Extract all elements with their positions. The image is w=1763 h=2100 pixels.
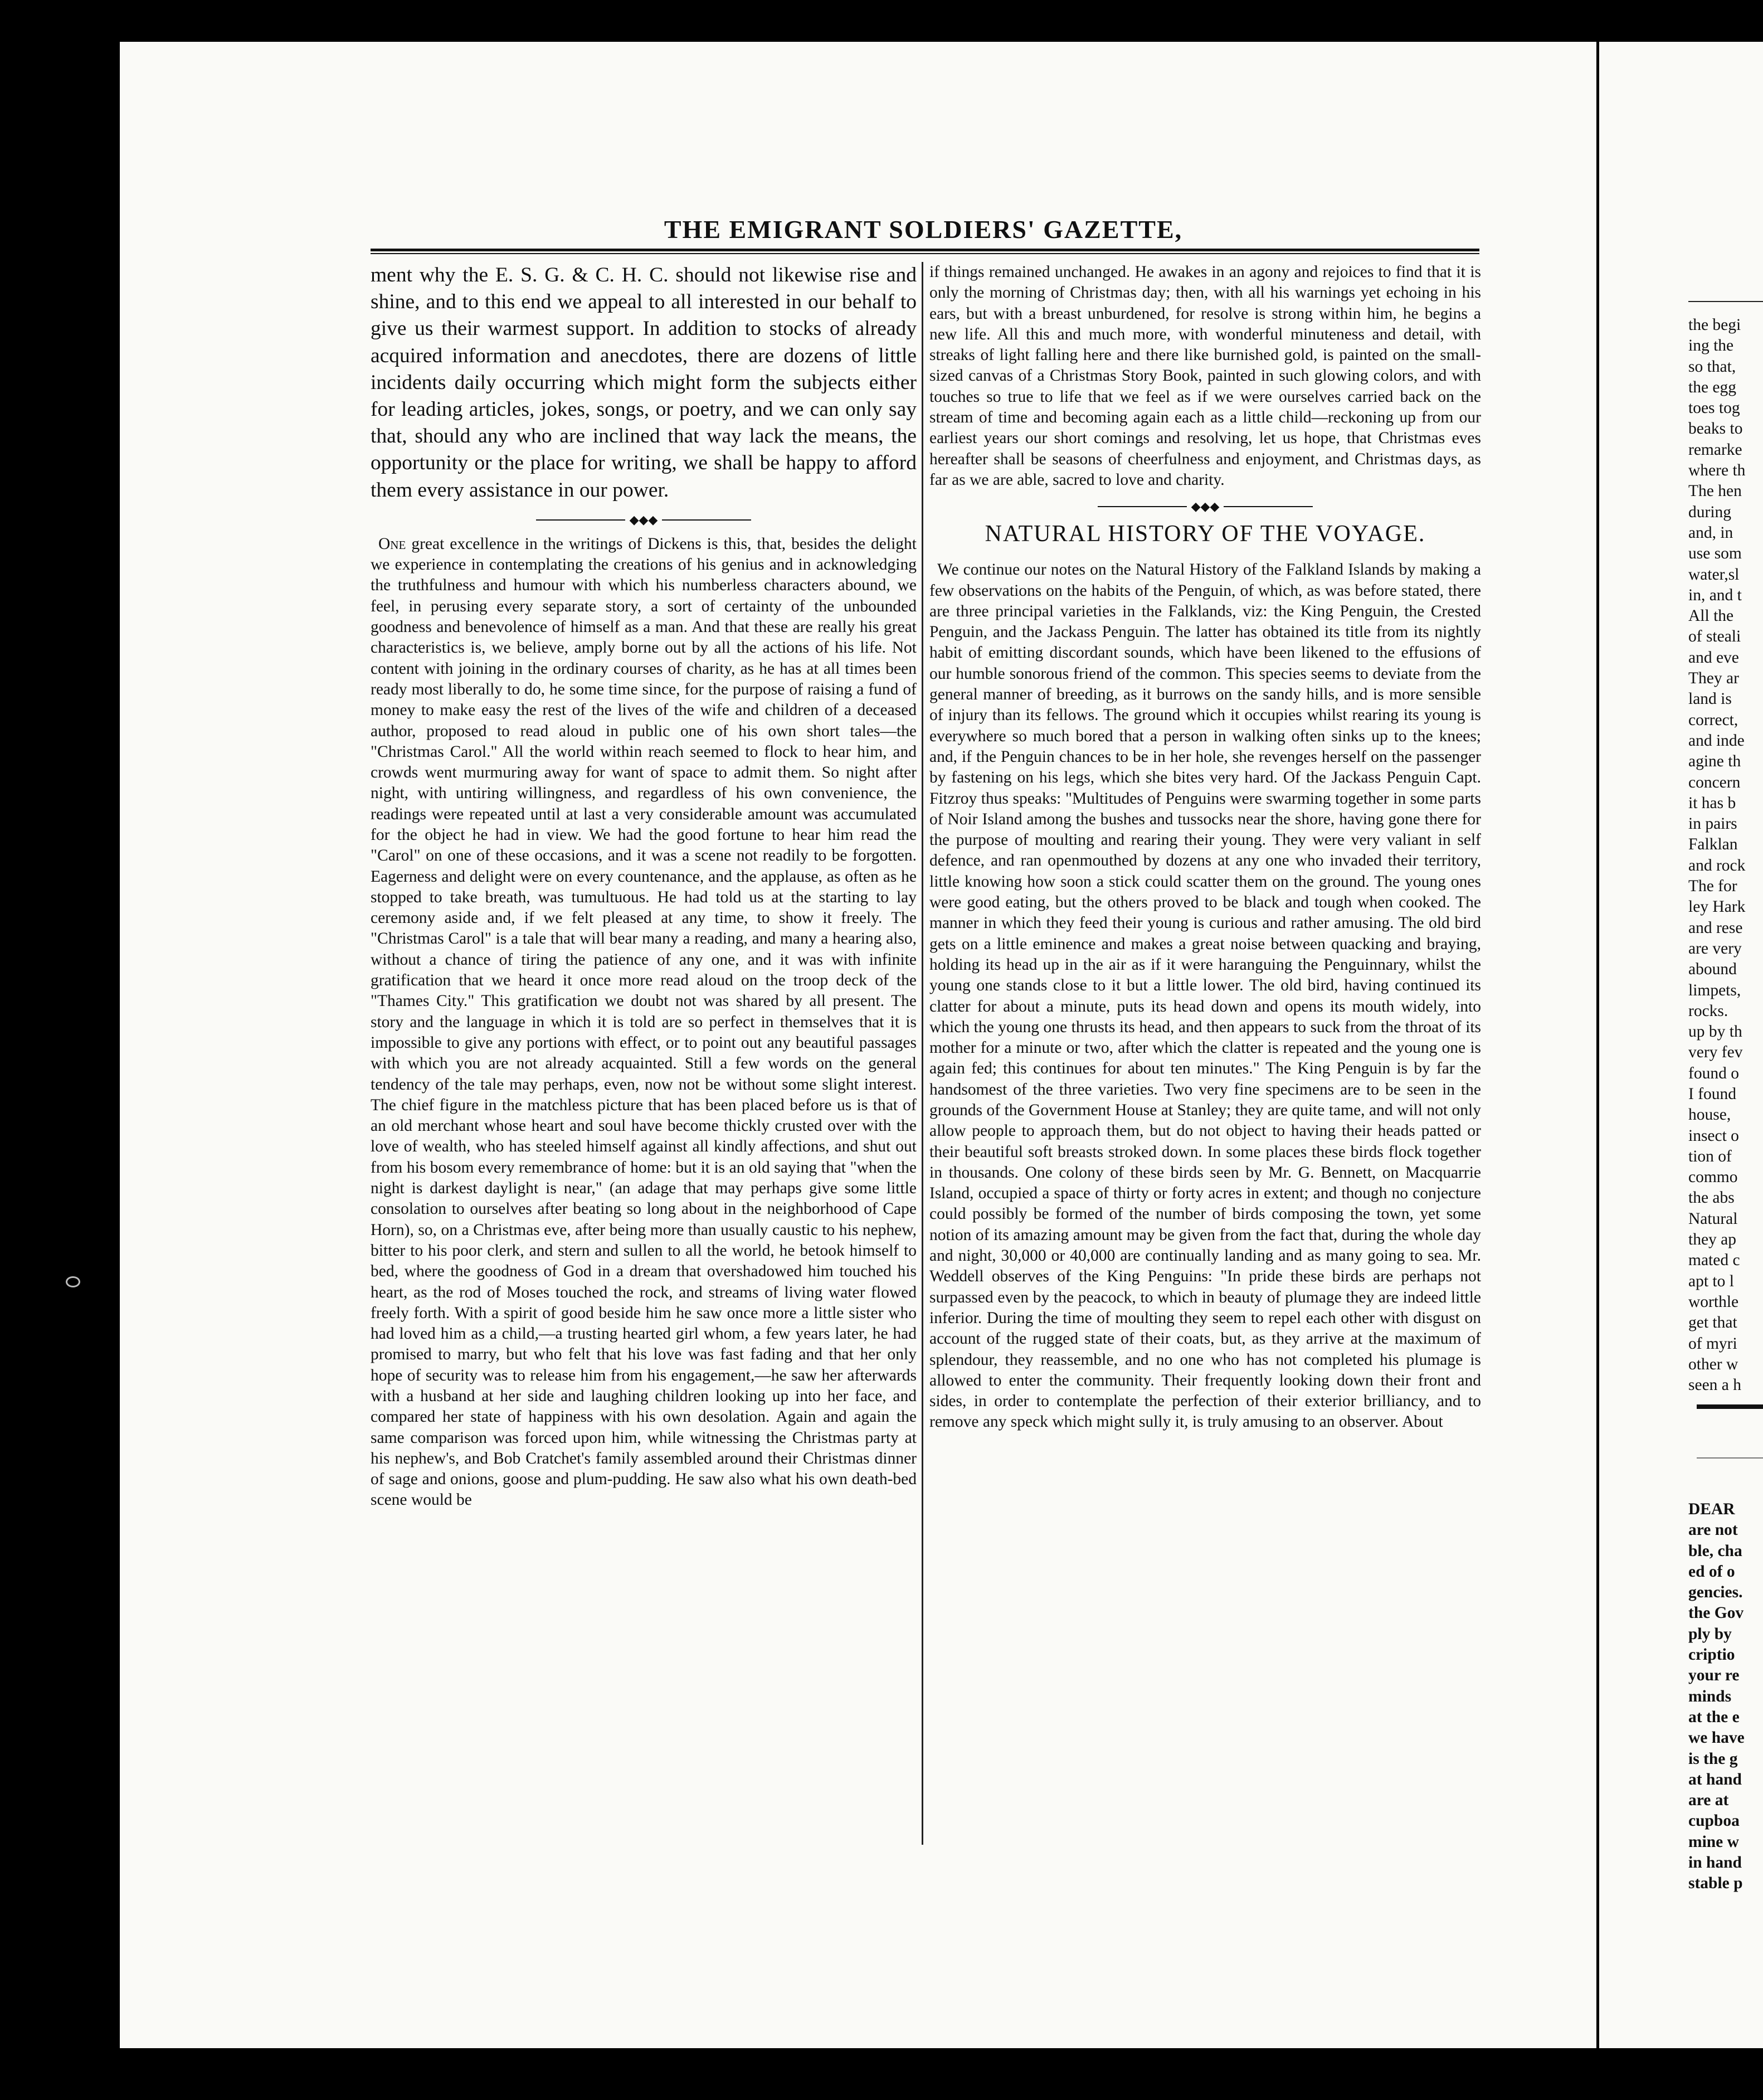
dickens-first-word: One: [378, 534, 406, 553]
next-page-line: land is: [1688, 690, 1732, 708]
next-page-line: found o: [1688, 1064, 1739, 1082]
next-page-line: DEAR: [1688, 1500, 1735, 1518]
ornament-rule-right: [662, 519, 751, 521]
dickens-article: [371, 534, 917, 1511]
lead-paragraph: ment why the E. S. G. & C. H. C. should not likewise rise and shine, and to this end we appeal to all interested in our behalf to give us their warmest support. In addition to stocks of already acquired information and anecdotes, there are dozens of little incidents daily occurring which might form the subjects either for leading articles, jokes, songs, or poetry, and we can only say that, should any who are inclined that way lack the means, the opportunity or the place for writing, we shall be happy to afford them every assistance in our power.: [371, 264, 917, 502]
next-page-line: in pairs: [1688, 815, 1737, 833]
next-page-line: All the: [1688, 607, 1734, 625]
next-page-line: minds: [1688, 1687, 1732, 1705]
natural-history-article: We continue our notes on the Natural History of the Falkland Islands by making a few observations on the habits of the Penguin, of which, as was before stated, there are three principal varieties in the Falklands, viz: the King Penguin, the Crested Penguin, and the Jackass Penguin. The latter has obtained its title from its nightly habit of emitting discordant sounds, which have been likened to the effusions of our humble sonorous friend of the common. This species seems to deviate from the general manner of breeding, as it burrows on the sandy hills, and is more sensible of injury than its fellows. The ground which it occupies whilst rearing its young is everywhere so much bored that a person in walking often sinks up to the knees; and, if the Penguin chances to be in her hole, she revenges herself on the passenger by fastening on his legs, which she bites very hard. Of the Jackass Penguin Capt. Fitzroy thus speaks: "Multitudes of Penguins were swarming together in some parts of Noir Island among the bushes and tussocks near the shore, having gone there for the purpose of moulting and rearing their young. They were very valiant in self defence, and ran openmouthed by dozens at any one who invaded their territory, little knowing how soon a stick could scatter them on the ground. The young ones were good eating, but the others proved to be black and tough when cooked. The manner in which they feed their young is curious and rather amusing. The old bird gets on a little eminence and makes a great noise between quacking and braying, holding its head up in the air as if it were haranguing the Penguinnary, whilst the young one stands close to it but a little lower. The old bird, having continued its clatter for about a minute, puts its head down and opens its mouth widely, into which the young one thrusts its head, and then appears to suck from the throat of its mother for a minute or two, after which the clatter is repeated and the young one is again fed; this continues for about ten minutes." The King Penguin is by far the handsomest of the three varieties. Two very fine specimens are to be seen in the grounds of the Government House at Stanley; they are quite tame, and will not only allow people to approach them, but do not object to having their heads patted or their beautiful soft breasts stroked down. In some places these birds flock together in thousands. One colony of these birds seen by Mr. G. Bennett, on Macquarrie Island, occupied a space of thirty or forty acres in extent; and though no conjecture could possibly be formed of the number of birds composing the town, yet some notion of its amazing amount may be given from the fact that, during the whole day and night, 30,000 or 40,000 are continually landing and as many going to sea. Mr. Weddell observes of the King Penguins: "In pride these birds are perhaps not surpassed even by the peacock, to which in beauty of plumage they are indeed little inferior. During the time of moulting they seem to repel each other with disgust on account of the rugged state of their coats, but, as they arrive at the maximum of splendour, they reassemble, and no one who has not completed his plumage is allowed to enter the community. Their frequently looking down their front and sides, in order to contemplate the perfection of their exterior brilliancy, and to remove any speck which might sully it, is truly amusing to an observer. About: [929, 561, 1481, 1431]
ornament-rule-right: [1224, 506, 1313, 507]
next-page-line: at hand: [1688, 1770, 1742, 1788]
next-page-line: very fev: [1688, 1043, 1743, 1062]
next-page-line: the egg: [1688, 378, 1737, 396]
dickens-continuation: if things remained unchanged. He awakes in an agony and rejoices to find that it is only the morning of Christmas day; then, with all his warnings yet echoing in his ears, but with a breast unburdened, for resolve is strong within him, he begins a new life. All this and much more, with wonderful minuteness and detail, with streaks of light falling here and there like burnished gold, is painted on the small-sized canvas of a Christmas Story Book, painted in such glowing colors, and with touches so true to life that we feel as if we were ourselves carried back on the stream of time and becoming again each as a little child—reckoning up from our earliest years our short comings and resolving, let us hope, that Christmas eves hereafter shall be seasons of cheerfulness and enjoyment, and Christmas days, as far as we are able, sacred to love and charity.: [929, 263, 1481, 489]
next-page-line: use som: [1688, 545, 1742, 563]
next-page-line: are very: [1688, 939, 1742, 957]
section-ornament-2: [929, 499, 1481, 513]
ornament-diamonds: ◆◆◆: [629, 512, 658, 527]
next-page-line: correct,: [1688, 711, 1738, 729]
next-page-line: are at: [1688, 1791, 1729, 1810]
ornament-rule-left: [1098, 506, 1187, 507]
next-page-line: Natural: [1688, 1209, 1738, 1228]
next-page-line: get that: [1688, 1314, 1737, 1332]
next-page-lower-lines: [1688, 1499, 1763, 1894]
next-page-line: remarke: [1688, 440, 1742, 459]
next-page-line: the Gov: [1688, 1604, 1744, 1622]
next-page-upper-lines: [1688, 315, 1763, 1396]
next-page-fragment: [1599, 42, 1763, 2048]
next-page-header-rule: [1688, 301, 1763, 302]
next-page-line: mated c: [1688, 1251, 1740, 1270]
next-page-line: mine w: [1688, 1832, 1739, 1851]
ornament-rule-left: [536, 519, 625, 521]
next-page-line: ley Hark: [1688, 898, 1746, 916]
next-page-line: are not: [1688, 1521, 1738, 1539]
next-page-line: I found: [1688, 1085, 1737, 1103]
next-page-line: cupboa: [1688, 1812, 1740, 1830]
next-page-line: your re: [1688, 1666, 1740, 1685]
next-page-line: The for: [1688, 877, 1737, 896]
section-ornament: [371, 513, 917, 526]
next-page-line: worthle: [1688, 1292, 1739, 1311]
next-page-line: is the g: [1688, 1749, 1738, 1768]
next-page-line: and inde: [1688, 731, 1745, 750]
next-page-line: They ar: [1688, 669, 1739, 688]
next-page-line: insect o: [1688, 1126, 1739, 1145]
next-page-line: abound: [1688, 960, 1737, 979]
next-page-line: and, in: [1688, 523, 1733, 542]
next-page-line: water,sl: [1688, 565, 1740, 584]
next-page-line: the begi: [1688, 316, 1741, 334]
next-page-line: during: [1688, 503, 1732, 521]
next-page-line: of steali: [1688, 628, 1741, 646]
next-page-line: they ap: [1688, 1231, 1737, 1249]
ink-mark: [66, 1276, 80, 1287]
next-page-line: and rese: [1688, 918, 1743, 937]
next-page-line: rocks.: [1688, 1002, 1728, 1020]
next-page-line: gencies.: [1688, 1583, 1743, 1602]
next-page-line: Falklan: [1688, 835, 1738, 854]
next-page-line: in hand: [1688, 1854, 1742, 1872]
next-page-thin-rule: [1697, 1457, 1763, 1459]
running-head: THE EMIGRANT SOLDIERS' GAZETTE,: [664, 215, 1183, 244]
next-page-line: other w: [1688, 1355, 1738, 1373]
left-column: [371, 262, 917, 1511]
next-page-line: where th: [1688, 461, 1746, 480]
next-page-line: up by th: [1688, 1023, 1742, 1041]
next-page-line: and rock: [1688, 856, 1746, 874]
next-page-line: at the e: [1688, 1708, 1740, 1726]
next-page-line: the abs: [1688, 1189, 1735, 1207]
next-page-line: of myri: [1688, 1334, 1737, 1353]
next-page-line: ply by: [1688, 1625, 1732, 1643]
next-page-line: ing the: [1688, 337, 1734, 355]
next-page-line: so that,: [1688, 357, 1736, 376]
next-page-line: tion of: [1688, 1147, 1732, 1165]
next-page-line: beaks to: [1688, 420, 1743, 438]
next-page-line: stable p: [1688, 1874, 1743, 1893]
next-page-line: criptio: [1688, 1646, 1735, 1664]
right-column: [929, 262, 1481, 1433]
next-page-line: ble, cha: [1688, 1542, 1742, 1560]
next-page-line: commo: [1688, 1168, 1738, 1187]
next-page-line: ed of o: [1688, 1562, 1735, 1581]
next-page-line: limpets,: [1688, 981, 1741, 999]
next-page-line: it has b: [1688, 794, 1736, 812]
ornament-diamonds: ◆◆◆: [1191, 499, 1220, 514]
next-page-thick-rule: [1697, 1404, 1763, 1409]
next-page-line: apt to l: [1688, 1272, 1734, 1290]
header-double-rule: [371, 249, 1479, 254]
next-page-line: seen a h: [1688, 1376, 1742, 1394]
next-page-line: toes tog: [1688, 399, 1740, 417]
next-page-line: agine th: [1688, 752, 1741, 771]
next-page-line: The hen: [1688, 482, 1742, 500]
dickens-article-text: great excellence in the writings of Dickens is this, that, besides the delight we experience in contemplating the creations of his genius and in acknowledging the truthfulness and humour with which his numberless characters abound, we feel, in perusing every separate story, a sort of certainty of the unbounded goodness and benevolence of himself as a man. And that these are really his great characteristics is, we believe, amply borne out by all the actions of his life. Not content with joining in the ordinary courses of charity, as he has at all times been ready most liberally to do, he some time since, for the purpose of raising a fund of money to make easy the rest of the lives of the wife and children of a deceased author, proposed to read aloud in public one of his own short tales—the "Christmas Carol." All the world within reach seemed to flock to hear him, and crowds went murmuring away for want of space to admit them. So night after night, with untiring willingness, and regardless of his own convenience, the readings were repeated until at last a very considerable amount was accumulated for the object he had in view. We had the good fortune to hear him read the "Carol" on one of these occasions, and it was a scene not readily to be forgotten. Eagerness and delight were on every countenance, and the applause, as often as he stopped to take breath, was tumultuous. He had told us at the starting to lay ceremony aside and, if we felt pleased at any time, to show it freely. The "Christmas Carol" is a tale that will bear many a reading, and many a hearing also, without a chance of tiring the patience of any one, and it was with infinite gratification that we heard it once more read aloud on the troop deck of the "Thames City." This gratification we doubt not was shared by all present. The story and the language in which it is told are so perfect in themselves that it is impossible to give any portions with effect, or to point out any beautiful passages with which you are not already acquainted. Still a few words on the general tendency of the tale may perhaps, even, now not be without some slight interest. The chief figure in the matchless picture that has been placed before us is that of an old merchant whose heart and soul have become thickly crusted over with the love of wealth, who has steeled himself against all kindly affections, and shut out from his bosom every remembrance of home: but it is an old saying that "when the night is darkest daylight is near," (an adage that may perhaps give some little consolation to ourselves after beating so long about in the neighborhood of Cape Horn), so, on a Christmas eve, after being more than usually caustic to his nephew, bitter to his poor clerk, and stern and sullen to all the world, he betook himself to bed, where the goodness of God in a dream that overshadowed him touched his heart, as the rod of Moses touched the rock, and streams of living water flowed freely forth. With a spirit of good beside him he saw once more a little sister who had loved him as a child,—a trusting hearted girl whom, a few years later, he had promised to marry, but who felt that his love was fast fading and that her only hope of security was to release him from his engagement,—he saw her afterwards with a husband at her side and laughing children looking up into her face, and compared her state of happiness with his own desolation. Again and again the same comparison was forced upon him, while witnessing the Christmas party at his nephew's, and Bob Cratchet's family assembled around their Christmas dinner of sage and onions, goose and plum-pudding. He saw also what his own death-bed scene would be: [371, 534, 917, 1509]
next-page-line: house,: [1688, 1106, 1731, 1124]
next-page-line: concern: [1688, 773, 1741, 791]
column-divider: [922, 262, 923, 1845]
next-page-line: in, and t: [1688, 586, 1742, 604]
next-page-line: we have: [1688, 1729, 1745, 1747]
next-page-line: and eve: [1688, 648, 1739, 667]
section-title: NATURAL HISTORY OF THE VOYAGE.: [985, 521, 1426, 547]
